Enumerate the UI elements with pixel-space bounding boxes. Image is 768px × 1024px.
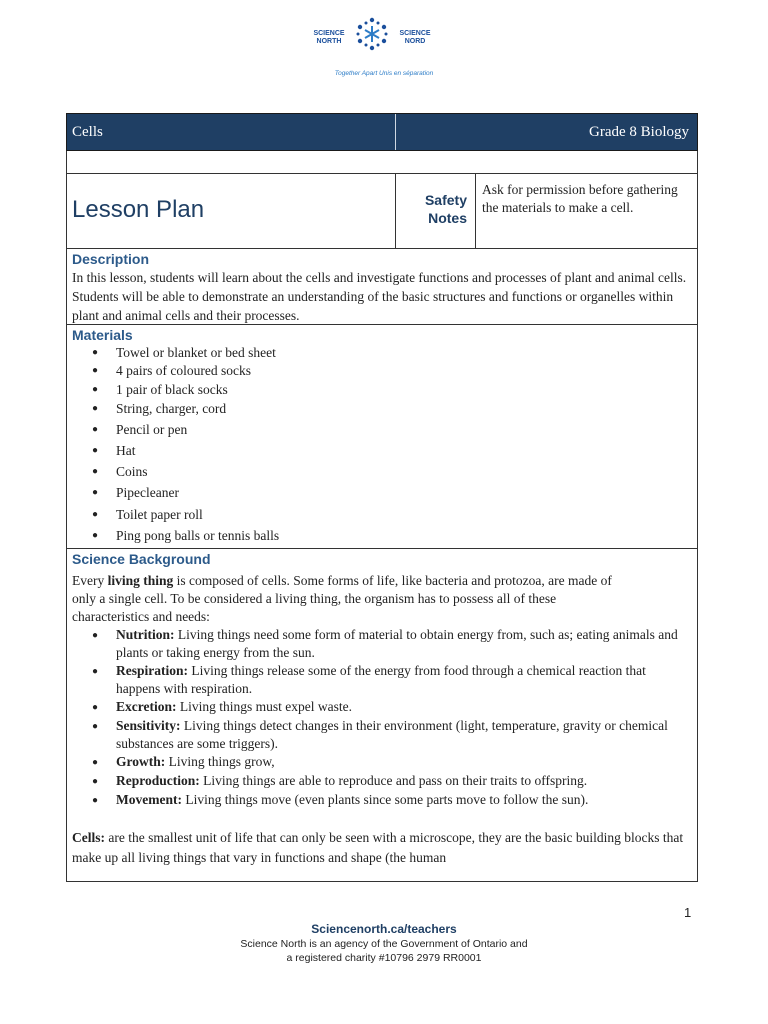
- material-text: Toilet paper roll: [116, 507, 203, 522]
- bullet-icon: ●: [92, 721, 99, 732]
- bullet-icon: ●: [92, 365, 99, 376]
- logo-right-line2: NORD: [404, 38, 426, 45]
- list-item: [92, 626, 692, 662]
- characteristic-text: [116, 698, 352, 717]
- cells-text: are the smallest unit of life that can only be seen with a microscope, they are the basic building blocks that make up all living things that vary in functions and shape (the human: [72, 830, 684, 865]
- snowflake-icon: [354, 16, 390, 52]
- description-section: [66, 249, 698, 325]
- bullet-icon: ●: [92, 424, 99, 435]
- safety-notes-label: [396, 174, 476, 248]
- list-item: [92, 461, 692, 482]
- footer: [0, 921, 768, 965]
- definition: Living things must expel waste.: [176, 699, 352, 714]
- term: Respiration:: [116, 663, 188, 678]
- characteristic-text: [116, 791, 588, 810]
- lesson-plan-title: Lesson Plan: [67, 174, 396, 248]
- header-topic: Cells: [67, 114, 396, 150]
- term: Reproduction:: [116, 773, 200, 788]
- logo-text-right: [392, 30, 438, 46]
- definition: Living things grow,: [165, 754, 275, 769]
- safety-note-text: Ask for permission before gathering the materials to make a cell.: [482, 182, 678, 215]
- definition: Living things detect changes in their environment (light, temperature, gravity or chemical substances are some triggers).: [116, 718, 668, 751]
- term: Movement:: [116, 792, 182, 807]
- cells-term: Cells:: [72, 830, 105, 845]
- bullet-icon: ●: [92, 630, 99, 641]
- page-number: 1: [684, 905, 692, 920]
- description-title: Description: [72, 251, 150, 267]
- characteristic-text: [116, 626, 692, 662]
- material-text: String, charger, cord: [116, 401, 227, 416]
- list-item: [92, 753, 692, 772]
- list-item: [92, 662, 692, 698]
- header-grade: Grade 8 Biology: [589, 124, 689, 140]
- definition: Living things move (even plants since some parts move to follow the sun).: [181, 792, 589, 807]
- bullet-icon: ●: [92, 757, 99, 768]
- bullet-icon: ●: [92, 666, 99, 677]
- material-text: Pencil or pen: [116, 422, 188, 437]
- term: Sensitivity:: [116, 718, 181, 733]
- list-item: [92, 419, 692, 440]
- lesson-sheet: [66, 113, 698, 882]
- science-background-title: Science Background: [72, 551, 211, 567]
- footer-line-1: Science North is an agency of the Government of Ontario and: [240, 938, 528, 950]
- safety-label-line1: Safety: [424, 192, 467, 208]
- list-item: [92, 698, 692, 717]
- bullet-icon: ●: [92, 466, 99, 477]
- material-text: Hat: [116, 443, 136, 458]
- bullet-icon: ●: [92, 445, 99, 456]
- bullet-icon: ●: [92, 384, 99, 395]
- materials-list: [72, 344, 692, 546]
- intro-pre: Every: [72, 573, 108, 588]
- footer-line-2: a registered charity #10796 2979 RR0001: [286, 952, 482, 964]
- definition: Living things need some form of material to obtain energy from, such as; eating animals and plants or taking energy from the sun.: [116, 627, 678, 660]
- list-item: [92, 380, 692, 399]
- bullet-icon: ●: [92, 509, 99, 520]
- characteristic-text: [116, 717, 692, 753]
- intro-bold: living thing: [107, 573, 174, 588]
- characteristics-list: [72, 626, 692, 810]
- list-item: [92, 399, 692, 419]
- list-item: [92, 717, 692, 753]
- definition: Living things release some of the energy from food through a chemical reaction that happens with respiration.: [116, 663, 646, 696]
- spacer-row: [66, 151, 698, 174]
- footer-link[interactable]: Sciencenorth.ca/teachers: [311, 922, 457, 936]
- logo-text-left: [306, 30, 352, 46]
- list-item: [92, 504, 692, 525]
- material-text: 1 pair of black socks: [116, 382, 228, 397]
- bullet-icon: ●: [92, 403, 99, 414]
- list-item: [92, 362, 692, 380]
- description-text: In this lesson, students will learn about the cells and investigate functions and processes of plant and animal cells. Students will be able to demonstrate an understanding of the basic structures and functions or organelles within plant and animal cells and their processes.: [72, 270, 687, 323]
- bullet-icon: ●: [92, 347, 99, 358]
- materials-section: [66, 325, 698, 549]
- term: Growth:: [116, 754, 166, 769]
- materials-title: Materials: [72, 327, 133, 343]
- header-bar: [66, 113, 698, 151]
- list-item: [92, 482, 692, 504]
- term: Excretion:: [116, 699, 177, 714]
- characteristic-text: [116, 753, 275, 772]
- material-text: Coins: [116, 464, 148, 479]
- material-text: Towel or blanket or bed sheet: [116, 345, 276, 360]
- bullet-icon: ●: [92, 487, 99, 498]
- intro-post: is composed of cells. Some forms of life, like bacteria and protozoa, are made of only a single cell. To be considered a living thing, the organism has to possess all of these characteristics and needs:: [72, 573, 612, 624]
- logo: [0, 14, 768, 84]
- term: Nutrition:: [116, 627, 175, 642]
- characteristic-text: [116, 662, 692, 698]
- list-item: [92, 440, 692, 461]
- logo-left-line1: SCIENCE: [313, 30, 345, 37]
- list-item: [92, 525, 692, 546]
- science-background-section: [66, 549, 698, 882]
- bullet-icon: ●: [92, 795, 99, 806]
- characteristic-text: [116, 772, 587, 791]
- list-item: [92, 791, 692, 810]
- logo-right-line1: SCIENCE: [399, 30, 431, 37]
- material-text: Ping pong balls or tennis balls: [116, 528, 280, 543]
- bullet-icon: ●: [92, 776, 99, 787]
- material-text: Pipecleaner: [116, 485, 179, 500]
- bullet-icon: ●: [92, 702, 99, 713]
- safety-label-line2: Notes: [428, 210, 467, 226]
- logo-left-line2: NORTH: [316, 38, 342, 45]
- definition: Living things are able to reproduce and pass on their traits to offspring.: [199, 773, 588, 788]
- logo-tagline: Together Apart Unis en séparation: [334, 70, 434, 77]
- material-text: 4 pairs of coloured socks: [116, 363, 251, 378]
- lesson-plan-row: [66, 174, 698, 249]
- background-intro: [72, 572, 692, 626]
- cells-paragraph: [72, 828, 692, 868]
- list-item: [92, 772, 692, 791]
- bullet-icon: ●: [92, 530, 99, 541]
- list-item: [92, 344, 692, 362]
